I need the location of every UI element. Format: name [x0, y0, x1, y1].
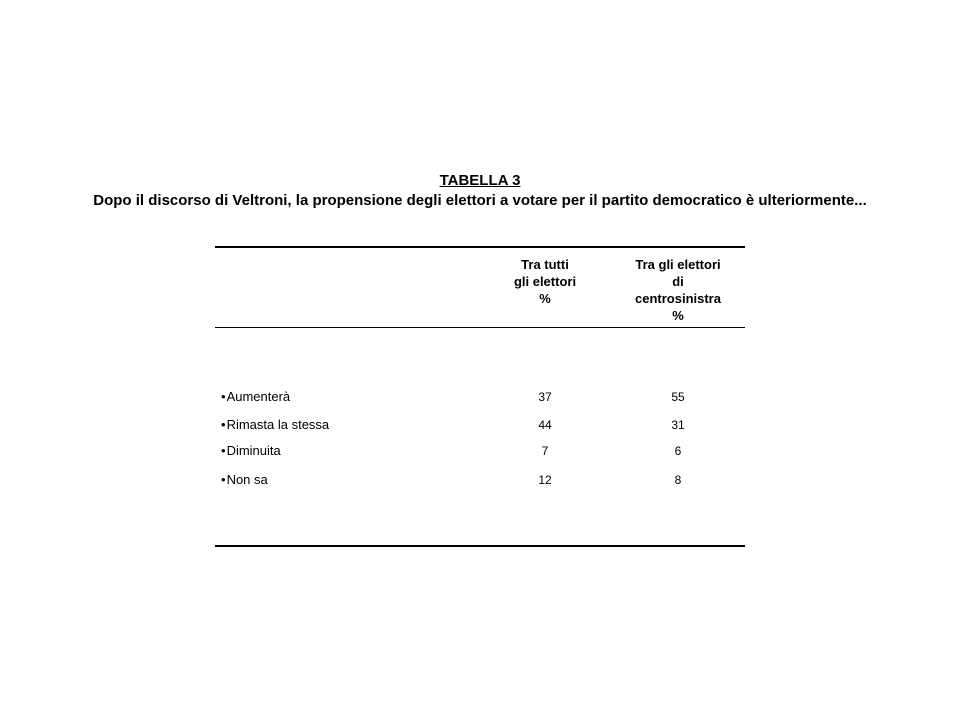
- column-header-line: Tra tutti: [521, 257, 569, 272]
- table-row: [215, 471, 745, 489]
- bullet-icon: •: [221, 472, 226, 487]
- column-header-line: gli elettori: [513, 274, 577, 289]
- table-row: [215, 442, 745, 460]
- column-header-all-voters: [495, 256, 595, 307]
- row-label-text: Aumenterà: [226, 389, 291, 404]
- table-header-rule: [215, 327, 745, 328]
- table-cell: 7: [541, 444, 549, 458]
- column-header-centre-left-voters: [618, 256, 738, 324]
- table-question: Dopo il discorso di Veltroni, la propensione degli elettori a votare per il partito democratico è ulteriormente...: [93, 192, 867, 209]
- table-number: TABELLA 3: [439, 172, 521, 189]
- table-cell: 55: [671, 390, 685, 404]
- column-header-line: %: [672, 308, 684, 323]
- column-header-line: %: [539, 291, 551, 306]
- table-cell: 31: [671, 418, 685, 432]
- table-cell: 6: [674, 444, 682, 458]
- table-cell: 37: [538, 390, 552, 404]
- table-cell: 8: [674, 473, 682, 487]
- row-label: [221, 442, 281, 460]
- column-header-line: di: [672, 274, 684, 289]
- table-cell: 44: [538, 418, 552, 432]
- table-heading: [0, 172, 960, 210]
- bullet-icon: •: [221, 389, 226, 404]
- row-label: [221, 416, 329, 434]
- table-row: [215, 416, 745, 434]
- table-cell: 12: [538, 473, 552, 487]
- row-label-text: Non sa: [226, 472, 268, 487]
- table-bottom-rule: [215, 545, 745, 547]
- row-label: [221, 471, 268, 489]
- row-label-text: Rimasta la stessa: [226, 417, 330, 432]
- column-header-line: Tra gli elettori: [635, 257, 721, 272]
- bullet-icon: •: [221, 443, 226, 458]
- row-label-text: Diminuita: [226, 443, 281, 458]
- table-row: [215, 388, 745, 406]
- table-top-rule: [215, 246, 745, 248]
- bullet-icon: •: [221, 417, 226, 432]
- column-header-line: centrosinistra: [635, 291, 721, 306]
- row-label: [221, 388, 290, 406]
